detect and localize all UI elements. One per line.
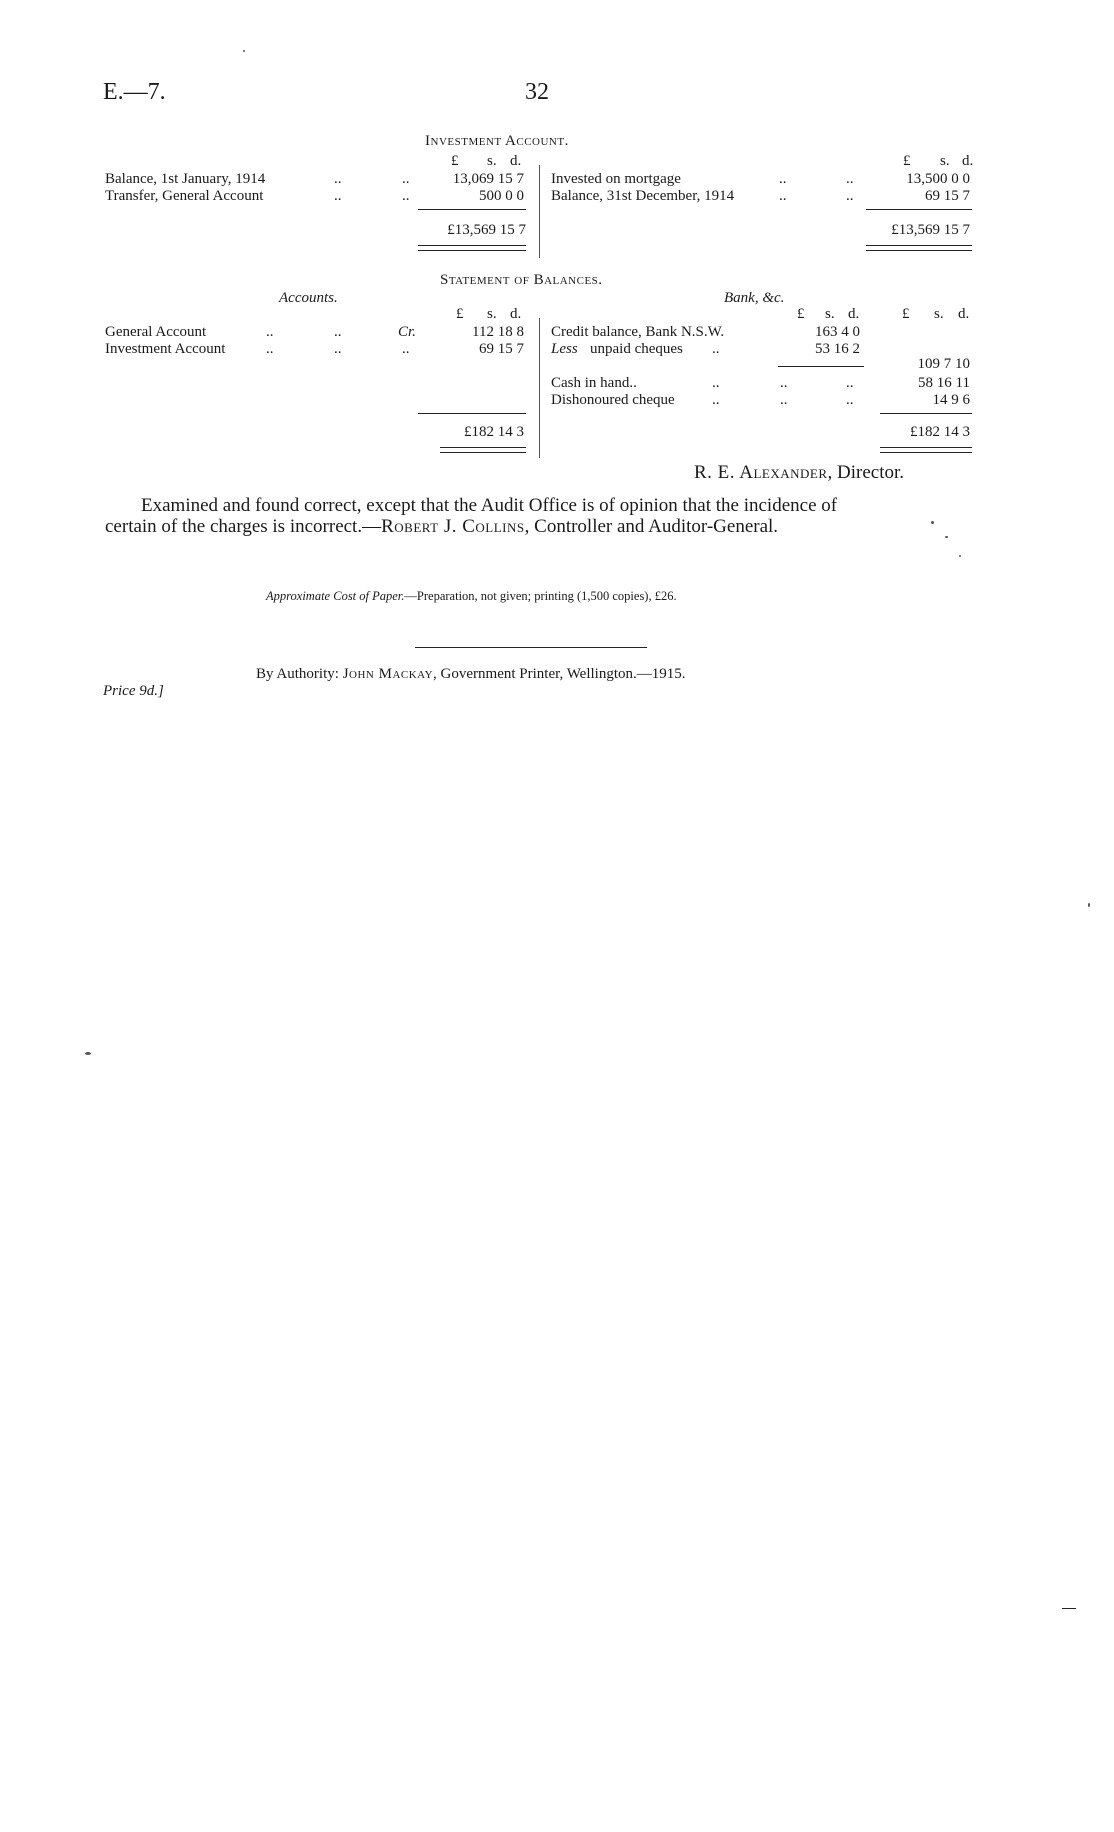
accounts-subheading: Accounts.: [279, 290, 338, 306]
cash-in-hand-label: Cash in hand..: [551, 375, 637, 391]
bank-subheading: Bank, &c.: [724, 290, 785, 306]
dot-leader: ..: [334, 171, 342, 187]
bal-left-shillings-head: s.: [487, 306, 497, 322]
bank-pounds-head: £: [797, 306, 805, 322]
bal-right-pence-head: d.: [958, 306, 970, 322]
inv-right-pence-head: d.: [962, 153, 974, 169]
document-code: E.—7.: [103, 79, 166, 105]
unpaid-cheques-label: unpaid cheques: [590, 341, 683, 357]
dishonoured-cheque-amount: 14 9 6: [932, 392, 970, 408]
bal-left-row-amount: 69 15 7: [479, 341, 524, 357]
total-double-rule: [440, 447, 526, 453]
dot-leader: ..: [779, 171, 787, 187]
scan-speck: [243, 50, 245, 52]
inv-left-shillings-head: s.: [487, 153, 497, 169]
credit-prefix: Cr.: [398, 324, 416, 340]
dot-leader: ..: [334, 188, 342, 204]
dot-leader: ..: [402, 171, 410, 187]
dot-leader: ..: [402, 188, 410, 204]
bal-right-total: £182 14 3: [910, 424, 970, 440]
cost-of-paper-note: [266, 589, 677, 604]
subtotal-rule: [418, 209, 526, 210]
subtotal-rule: [418, 413, 526, 414]
bal-left-row-label: Investment Account: [105, 341, 226, 357]
authority-suffix: , Government Printer, Wellington.—1915.: [433, 666, 686, 682]
bank-shillings-head: s.: [825, 306, 835, 322]
unpaid-cheques-amount: 53 16 2: [815, 341, 860, 357]
inv-right-row-label: Invested on mortgage: [551, 171, 681, 187]
inv-left-row-amount: 13,069 15 7: [452, 171, 524, 187]
subtotal-rule: [866, 209, 972, 210]
price: Price 9d.]: [103, 683, 164, 699]
subtotal-rule: [880, 413, 972, 414]
investment-account-title: Investment Account.: [425, 133, 569, 149]
bal-right-pounds-head: £: [902, 306, 910, 322]
audit-note-line-1: Examined and found correct, except that the Audit Office is of opinion that the incidence of: [141, 495, 838, 516]
audit-note-line-2: [105, 516, 778, 538]
cost-of-paper-text: —Preparation, not given; printing (1,500 copies), £26.: [404, 589, 677, 603]
inv-left-total: £13,569 15 7: [447, 222, 526, 238]
inv-left-row-label: Balance, 1st January, 1914: [105, 171, 266, 187]
column-divider: [539, 165, 540, 258]
dot-leader: ..: [846, 392, 854, 408]
less-word: Less: [551, 341, 578, 357]
dot-leader: ..: [780, 375, 788, 391]
inv-left-row-amount: 500 0 0: [479, 188, 524, 204]
scan-speck: [931, 521, 934, 524]
bal-left-row-amount: 112 18 8: [472, 324, 524, 340]
credit-balance-amount: 163 4 0: [815, 324, 860, 340]
audit-note-text: certain of the charges is incorrect.—: [105, 516, 382, 537]
total-double-rule: [866, 245, 972, 251]
scan-speck: [85, 1052, 91, 1055]
printer-name: John Mackay: [342, 666, 434, 682]
bal-left-row-label: General Account: [105, 324, 207, 340]
auditor-title: , Controller and Auditor-General.: [524, 516, 779, 537]
statement-of-balances-title: Statement of Balances.: [440, 272, 603, 288]
inv-left-row-label: Transfer, General Account: [105, 188, 264, 204]
dot-leader: ..: [712, 392, 720, 408]
authority-prefix: By Authority:: [256, 666, 339, 682]
director-title: , Director.: [827, 462, 905, 483]
scan-speck: [1088, 903, 1090, 907]
credit-balance-label: Credit balance, Bank N.S.W.: [551, 324, 725, 340]
bal-left-pounds-head: £: [456, 306, 464, 322]
dot-leader: ..: [846, 171, 854, 187]
inv-right-pounds-head: £: [903, 153, 911, 169]
dot-leader: ..: [266, 341, 274, 357]
bank-pence-head: d.: [848, 306, 860, 322]
dot-leader: ..: [780, 392, 788, 408]
inv-left-pounds-head: £: [451, 153, 459, 169]
cost-of-paper-label: Approximate Cost of Paper.: [266, 589, 405, 603]
dot-leader: ..: [266, 324, 274, 340]
inv-right-shillings-head: s.: [940, 153, 950, 169]
dot-leader: ..: [402, 341, 410, 357]
director-name: R. E. Alexander: [694, 462, 828, 483]
dot-leader: ..: [334, 341, 342, 357]
bal-left-total: £182 14 3: [464, 424, 524, 440]
dot-leader: ..: [334, 324, 342, 340]
printing-authority: [256, 666, 686, 683]
bank-net-amount: 109 7 10: [917, 356, 970, 372]
inv-left-pence-head: d.: [510, 153, 522, 169]
total-double-rule: [880, 447, 972, 453]
scan-speck: [959, 555, 961, 557]
director-signature: [694, 462, 904, 484]
inv-right-row-label: Balance, 31st December, 1914: [551, 188, 735, 204]
page-number: 32: [525, 79, 549, 105]
dot-leader: ..: [846, 188, 854, 204]
dot-leader: ..: [712, 341, 720, 357]
total-double-rule: [418, 245, 526, 251]
inv-right-row-amount: 69 15 7: [925, 188, 970, 204]
auditor-name: Robert J. Collins: [381, 516, 525, 537]
scan-speck: [945, 536, 948, 538]
bal-left-pence-head: d.: [510, 306, 522, 322]
column-divider: [539, 318, 540, 458]
subtotal-rule: [778, 366, 864, 367]
inv-right-total: £13,569 15 7: [891, 222, 970, 238]
scan-speck: [1062, 1608, 1076, 1609]
dishonoured-cheque-label: Dishonoured cheque: [551, 392, 675, 408]
footer-rule: [415, 647, 647, 648]
dot-leader: ..: [846, 375, 854, 391]
dot-leader: ..: [779, 188, 787, 204]
cash-in-hand-amount: 58 16 11: [918, 375, 970, 391]
dot-leader: ..: [712, 375, 720, 391]
bal-right-shillings-head: s.: [934, 306, 944, 322]
inv-right-row-amount: 13,500 0 0: [906, 171, 970, 187]
